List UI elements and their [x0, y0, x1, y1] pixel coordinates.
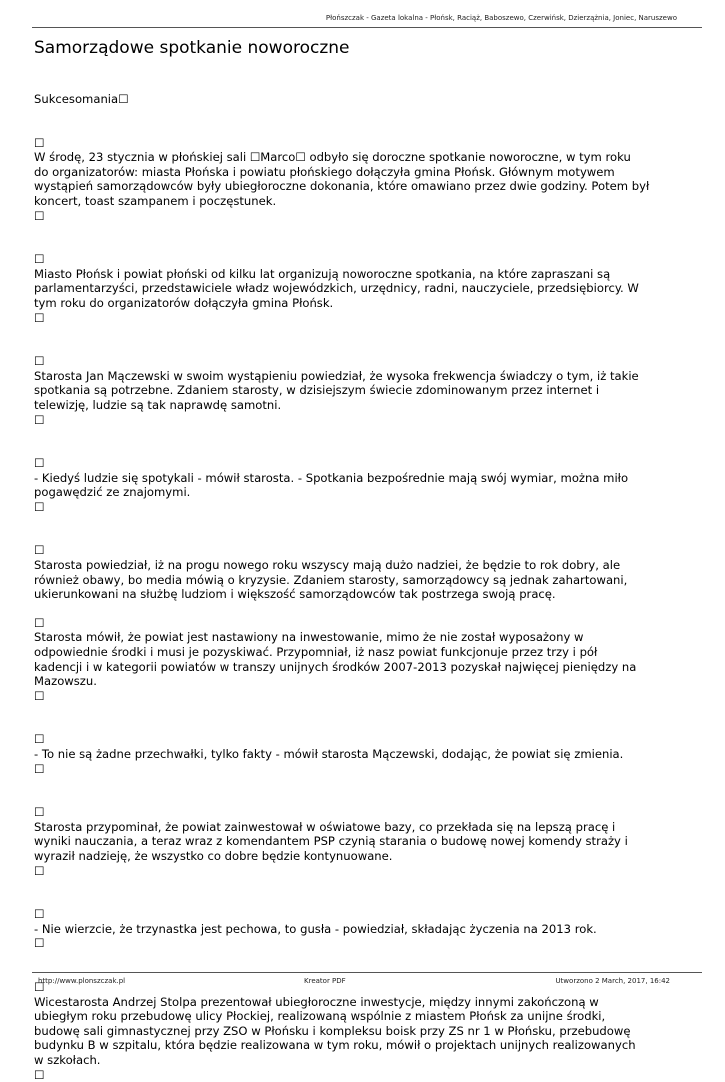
paragraph-line: również obawy, bo media mówią o kryzysie. Zdaniem starosty, samorządowcy są jednak zahartowani, — [34, 573, 689, 588]
box-glyph: ☐ — [34, 413, 44, 428]
paragraph-line: budynku B w szpitalu, która będzie realizowana w tym roku, mówił o projektach unijnych realizowanych — [34, 1038, 689, 1053]
box-glyph: ☐ — [34, 209, 44, 224]
paragraph-line: koncert, toast szampanem i poczęstunek. — [34, 194, 689, 209]
paragraph — [34, 907, 689, 951]
box-glyph: ☐ — [34, 936, 44, 951]
paragraph-line: telewizję, ludzie są tak naprawdę samotni. — [34, 398, 689, 413]
paragraph-line: Miasto Płońsk i powiat płoński od kilku lat organizują noworoczne spotkania, na które zapraszani są — [34, 267, 689, 282]
box-glyph: ☐ — [34, 864, 44, 879]
paragraph-spacer — [34, 602, 689, 616]
paragraph-spacer — [34, 878, 689, 907]
paragraph-line: Starosta przypominał, że powiat zainwestował w oświatowe bazy, co przekłada się na lepszą pracę i — [34, 820, 689, 835]
paragraph — [34, 354, 689, 427]
paragraph-line: - To nie są żadne przechwałki, tylko fakty - mówił starosta Mączewski, dodając, że powiat się zmienia. — [34, 747, 689, 762]
paragraph-line: kadencji i w kategorii powiatów w transzy unijnych środków 2007-2013 pozyskał najwięcej pieniędzy na — [34, 660, 689, 675]
paragraph-spacer — [34, 703, 689, 732]
box-glyph: ☐ — [34, 354, 44, 369]
paragraph-spacer — [34, 427, 689, 456]
box-glyph: ☐ — [34, 762, 44, 777]
paragraph-line: W środę, 23 stycznia w płońskiej sali ☐Marco☐ odbyło się doroczne spotkanie noworoczne, w tym roku — [34, 150, 689, 165]
paragraph-line: odpowiednie środki i musi je pozyskiwać. Przypomniał, iż nasz powiat funkcjonuje przez trzy i pół — [34, 645, 689, 660]
box-glyph: ☐ — [34, 980, 44, 995]
paragraph-line: Starosta mówił, że powiat jest nastawiony na inwestowanie, mimo że nie został wyposażony w — [34, 630, 689, 645]
paragraph — [34, 805, 689, 878]
box-glyph: ☐ — [34, 500, 44, 515]
paragraph — [34, 456, 689, 514]
paragraph-spacer — [34, 514, 689, 543]
paragraph-line: Wicestarosta Andrzej Stolpa prezentował ubiegłoroczne inwestycje, między innymi zakończoną w — [34, 995, 689, 1010]
paragraph — [34, 732, 689, 776]
paragraph-line: Starosta powiedział, iż na progu nowego roku wszyscy mają dużo nadziei, że będzie to rok dobry, ale — [34, 558, 689, 573]
footer-generator: Kreator PDF — [304, 977, 346, 985]
footer-divider — [32, 972, 702, 973]
box-glyph: ☐ — [34, 907, 44, 922]
paragraph-line: wystąpień samorządowców były ubiegłoroczne dokonania, które omawiano przez dwie godziny. Potem był — [34, 179, 689, 194]
box-glyph: ☐ — [34, 136, 44, 151]
footer-created-date: Utworzono 2 March, 2017, 16:42 — [555, 977, 670, 985]
page-title: Samorządowe spotkanie noworoczne — [34, 38, 350, 58]
paragraph-line: ukierunkowani na służbę ludziom i większość samorządowców tak postrzega swoją pracę. — [34, 587, 689, 602]
paragraph-line: spotkania są potrzebne. Zdaniem starosty, w dzisiejszym świecie zdominowanym przez internet i — [34, 383, 689, 398]
paragraph — [34, 252, 689, 325]
paragraph — [34, 136, 689, 224]
paragraph-line: parlamentarzyści, przedstawiciele władz wojewódzkich, urzędnicy, radni, nauczyciele, przedsiębiorcy. W — [34, 281, 689, 296]
lead-text: Sukcesomania☐ — [34, 92, 689, 107]
paragraph-line: budowę sali gimnastycznej przy ZSO w Płońsku i kompleksu boisk przy ZS nr 1 w Płońsku, przebudowę — [34, 1024, 689, 1039]
paragraph-spacer — [34, 223, 689, 252]
header-divider — [32, 27, 702, 28]
article-body — [34, 92, 689, 1082]
paragraph — [34, 616, 689, 704]
paragraph-line: ubiegłym roku przebudowę ulicy Płockiej, realizowaną wspólnie z miastem Płońsk za unijne środki, — [34, 1009, 689, 1024]
paragraph-line: Mazowszu. — [34, 674, 689, 689]
box-glyph: ☐ — [34, 252, 44, 267]
paragraph-line: - Kiedyś ludzie się spotykali - mówił starosta. - Spotkania bezpośrednie mają swój wymiar, można miło — [34, 471, 689, 486]
paragraph-spacer — [34, 107, 689, 136]
paragraph-line: tym roku do organizatorów dołączyła gmina Płońsk. — [34, 296, 689, 311]
paragraph-line: wyraził nadzieję, że wszystko co dobre będzie kontynuowane. — [34, 849, 689, 864]
box-glyph: ☐ — [34, 616, 44, 631]
paragraph-line: Starosta Jan Mączewski w swoim wystąpieniu powiedział, że wysoka frekwencja świadczy o tym, iż takie — [34, 369, 689, 384]
box-glyph: ☐ — [34, 311, 44, 326]
page-header: Płońszczak - Gazeta lokalna - Płońsk, Raciąż, Baboszewo, Czerwińsk, Dzierzążnia, Joniec, Naruszewo — [326, 14, 677, 22]
box-glyph: ☐ — [34, 805, 44, 820]
paragraph-line: w szkołach. — [34, 1053, 689, 1068]
paragraph-spacer — [34, 951, 689, 980]
box-glyph: ☐ — [34, 689, 44, 704]
paragraph-line: do organizatorów: miasta Płońska i powiatu płońskiego dołączyła gmina Płońsk. Głównym motywem — [34, 165, 689, 180]
box-glyph: ☐ — [34, 1068, 44, 1082]
box-glyph: ☐ — [34, 543, 44, 558]
paragraph-line: wyniki nauczania, a teraz wraz z komendantem PSP czynią starania o budowę nowej komendy straży i — [34, 834, 689, 849]
paragraph-spacer — [34, 776, 689, 805]
paragraph — [34, 543, 689, 601]
footer-url: http://www.plonszczak.pl — [38, 977, 125, 985]
paragraph-line: pogawędzić ze znajomymi. — [34, 485, 689, 500]
paragraph-list — [34, 107, 689, 1082]
paragraph — [34, 980, 689, 1082]
paragraph-spacer — [34, 325, 689, 354]
box-glyph: ☐ — [34, 456, 44, 471]
paragraph-line: - Nie wierzcie, że trzynastka jest pechowa, to gusła - powiedział, składając życzenia na 2013 rok. — [34, 922, 689, 937]
box-glyph: ☐ — [34, 732, 44, 747]
